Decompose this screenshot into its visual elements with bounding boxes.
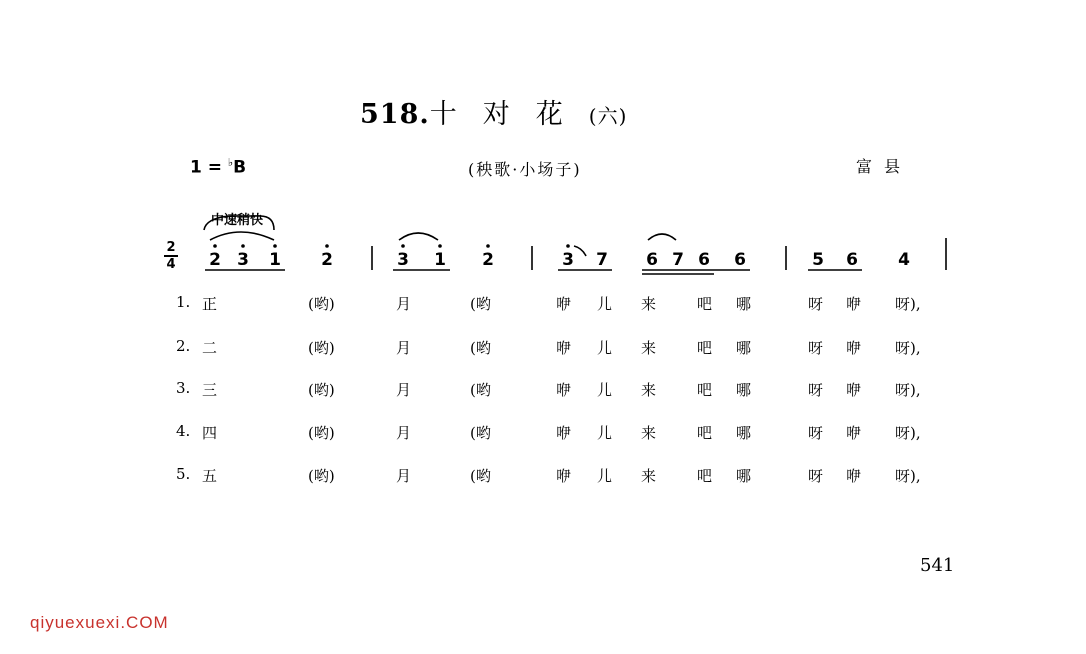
lyric-word: 来	[641, 424, 657, 442]
lyric-word: 来	[641, 381, 657, 399]
octave-dot	[213, 244, 217, 248]
lyric-word: 呀	[808, 381, 824, 399]
lyric-word: 咿	[846, 295, 862, 313]
note: 6	[646, 250, 658, 270]
lyric-word: (哟)	[308, 424, 335, 442]
lyric-word: 咿	[846, 381, 862, 399]
lyric-word: 呀),	[895, 381, 921, 399]
note: 6	[734, 250, 746, 270]
lyric-word: 呀	[808, 467, 824, 485]
lyric-word: (哟)	[308, 339, 335, 357]
lyric-word: 呀	[808, 295, 824, 313]
lyric-word: 四	[202, 424, 218, 442]
song-variant: (六)	[588, 104, 628, 128]
verse-number: 5.	[176, 465, 191, 483]
lyric-word: 呀),	[895, 467, 921, 485]
verse-number: 3.	[176, 379, 191, 397]
lyric-word: 吧	[697, 424, 713, 442]
lyric-word: (哟	[470, 339, 491, 357]
lyric-word: 哪	[736, 381, 752, 399]
lyric-word: (哟)	[308, 381, 335, 399]
lyric-word: 来	[641, 295, 657, 313]
lyric-word: 儿	[597, 381, 613, 399]
key-prefix: 1 =	[190, 157, 228, 178]
note: 3	[237, 250, 249, 270]
octave-dot	[486, 244, 490, 248]
lyric-word: 来	[641, 339, 657, 357]
lyric-word: 哪	[736, 295, 752, 313]
note: 3	[562, 250, 574, 270]
lyric-word: 咿	[556, 467, 572, 485]
lyric-word: 哪	[736, 424, 752, 442]
lyric-word: 呀),	[895, 339, 921, 357]
octave-dot	[273, 244, 277, 248]
lyric-word: 月	[396, 295, 412, 313]
note: 2	[209, 250, 221, 270]
time-denominator: 4	[166, 257, 176, 272]
lyric-word: 咿	[556, 424, 572, 442]
lyric-word: 咿	[556, 339, 572, 357]
lyric-word: 正	[202, 295, 218, 313]
genre-label: (秧歌·小场子)	[468, 160, 582, 179]
lyric-word: 儿	[597, 295, 613, 313]
lyric-word: 儿	[597, 339, 613, 357]
note: 1	[269, 250, 281, 270]
verse-number: 1.	[176, 293, 191, 311]
lyric-word: 咿	[846, 339, 862, 357]
octave-dot	[241, 244, 245, 248]
lyric-word: (哟)	[308, 467, 335, 485]
octave-dot	[566, 244, 570, 248]
lyric-word: 月	[396, 339, 412, 357]
lyric-word: 咿	[846, 424, 862, 442]
note: 5	[812, 250, 824, 270]
lyric-word: 儿	[597, 424, 613, 442]
lyric-word: 三	[202, 381, 218, 399]
lyric-word: 二	[202, 339, 218, 357]
lyric-word: 吧	[697, 467, 713, 485]
note: 7	[672, 250, 684, 270]
flat-sign: ♭	[227, 156, 234, 169]
lyric-word: 月	[396, 424, 412, 442]
note: 4	[898, 250, 910, 270]
time-numerator: 2	[166, 240, 176, 255]
note: 1	[434, 250, 446, 270]
lyric-word: 咿	[846, 467, 862, 485]
lyric-word: 呀	[808, 424, 824, 442]
octave-dot	[401, 244, 405, 248]
lyric-word: 呀),	[895, 424, 921, 442]
region-label: 富县	[856, 157, 913, 176]
note: 7	[596, 250, 608, 270]
note: 3	[397, 250, 409, 270]
lyric-word: 儿	[597, 467, 613, 485]
lyric-word: 月	[396, 467, 412, 485]
slur	[648, 234, 676, 240]
lyric-word: (哟	[470, 424, 491, 442]
lyric-word: 咿	[556, 381, 572, 399]
lyric-word: 来	[641, 467, 657, 485]
tempo-bracket	[204, 216, 274, 230]
song-number: 518.	[360, 99, 430, 130]
lyric-word: 哪	[736, 339, 752, 357]
watermark: qiyuexuexi.COM	[30, 613, 169, 632]
lyric-word: 吧	[697, 339, 713, 357]
lyric-word: 吧	[697, 295, 713, 313]
note: 6	[846, 250, 858, 270]
slur	[210, 232, 274, 240]
lyric-word: 吧	[697, 381, 713, 399]
tempo-marking: 中速稍快	[211, 213, 264, 228]
note: 2	[482, 250, 494, 270]
song-name: 十对花	[429, 99, 589, 130]
key-note: B	[233, 157, 247, 178]
lyric-word: 月	[396, 381, 412, 399]
lyric-word: 呀),	[895, 295, 921, 313]
lyric-word: 咿	[556, 295, 572, 313]
lyric-word: 呀	[808, 339, 824, 357]
slur	[399, 233, 438, 240]
lyric-word: (哟	[470, 381, 491, 399]
octave-dot	[325, 244, 329, 248]
note: 2	[321, 250, 333, 270]
lyric-word: 哪	[736, 467, 752, 485]
lyric-word: (哟	[470, 467, 491, 485]
slur	[574, 246, 586, 256]
note: 6	[698, 250, 710, 270]
octave-dot	[438, 244, 442, 248]
verse-number: 2.	[176, 337, 191, 355]
page-number: 541	[920, 555, 955, 576]
verse-number: 4.	[176, 422, 191, 440]
lyric-word: (哟	[470, 295, 491, 313]
lyric-word: 五	[202, 467, 218, 485]
lyric-word: (哟)	[308, 295, 335, 313]
